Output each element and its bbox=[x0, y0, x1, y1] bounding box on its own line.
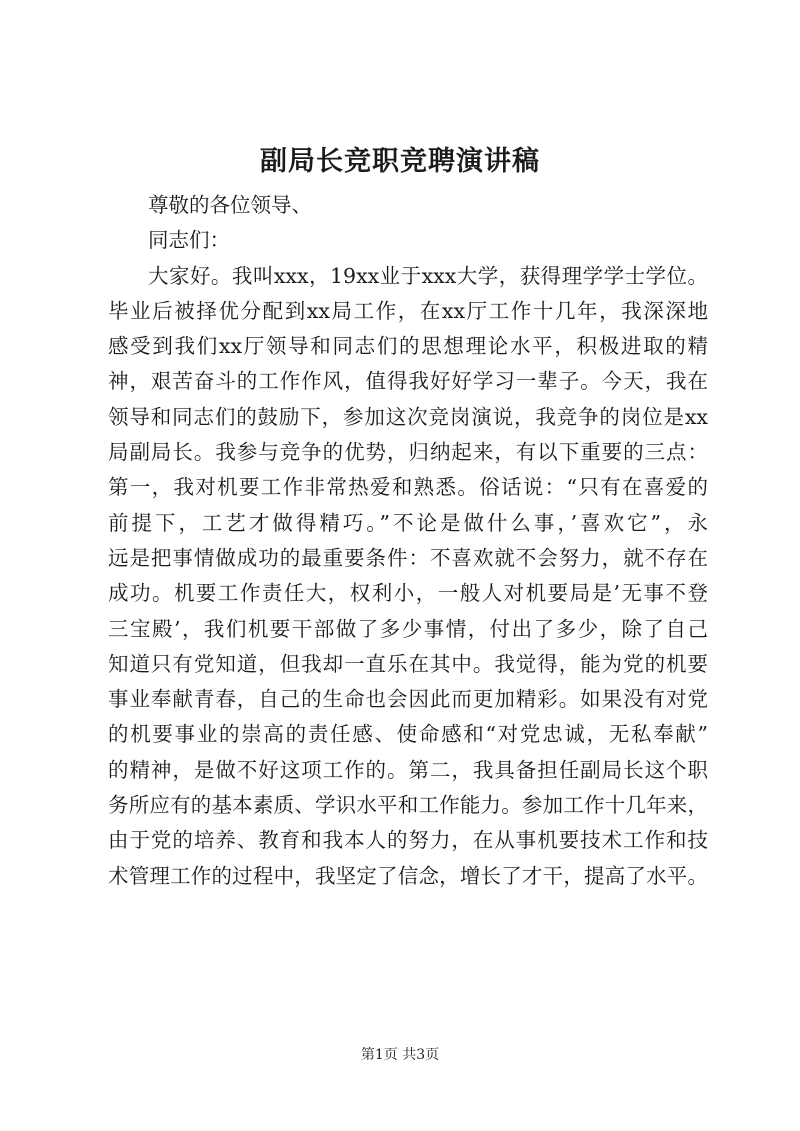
body-line: 感受到我们xx厅领导和同志们的思想理论水平，积极进取的精 bbox=[108, 334, 708, 359]
body-line: 务所应有的基本素质、学识水平和工作能力。参加工作十几年来， bbox=[108, 793, 708, 818]
body-line: 成功。机要工作责任大，权利小，一般人对机要局是’无事不登 bbox=[108, 581, 708, 606]
body-line: 的精神，是做不好这项工作的。第二，我具备担任副局长这个职 bbox=[108, 757, 708, 782]
document-body bbox=[108, 188, 708, 894]
body-line: 术管理工作的过程中，我坚定了信念，增长了才干，提高了水平。 bbox=[108, 863, 708, 888]
body-line: 三宝殿’，我们机要干部做了多少事情，付出了多少，除了自己 bbox=[108, 616, 708, 641]
body-line: 远是把事情做成功的最重要条件：不喜欢就不会努力，就不存在 bbox=[108, 545, 708, 570]
body-line: 的机要事业的崇高的责任感、使命感和“对党忠诚，无私奉献” bbox=[108, 722, 708, 747]
body-line: 前提下，工艺才做得精巧。”不论是做什么事，’喜欢它”，永 bbox=[108, 510, 708, 535]
body-line: 大家好。我叫xxx，19xx业于xxx大学，获得理学学士学位。 bbox=[148, 263, 708, 288]
body-line: 局副局长。我参与竞争的优势，归纳起来，有以下重要的三点： bbox=[108, 440, 708, 465]
salutation-line: 同志们： bbox=[148, 228, 230, 253]
body-line: 由于党的培养、教育和我本人的努力，在从事机要技术工作和技 bbox=[108, 828, 708, 853]
body-line: 知道只有党知道，但我却一直乐在其中。我觉得，能为党的机要 bbox=[108, 651, 708, 676]
body-line: 第一，我对机要工作非常热爱和熟悉。俗话说：“只有在喜爱的 bbox=[108, 475, 708, 500]
body-line: 事业奉献青春，自己的生命也会因此而更加精彩。如果没有对党 bbox=[108, 687, 708, 712]
salutation-line: 尊敬的各位领导、 bbox=[148, 193, 312, 217]
body-line: 领导和同志们的鼓励下，参加这次竞岗演说，我竞争的岗位是xx bbox=[108, 404, 708, 429]
body-line: 神，艰苦奋斗的工作作风，值得我好好学习一辈子。今天，我在 bbox=[108, 369, 708, 394]
page-number-footer: 第1页 共3页 bbox=[360, 1047, 440, 1063]
body-line: 毕业后被择优分配到xx局工作，在xx厅工作十几年，我深深地 bbox=[108, 298, 708, 323]
document-title: 副局长竞职竞聘演讲稿 bbox=[260, 146, 540, 177]
